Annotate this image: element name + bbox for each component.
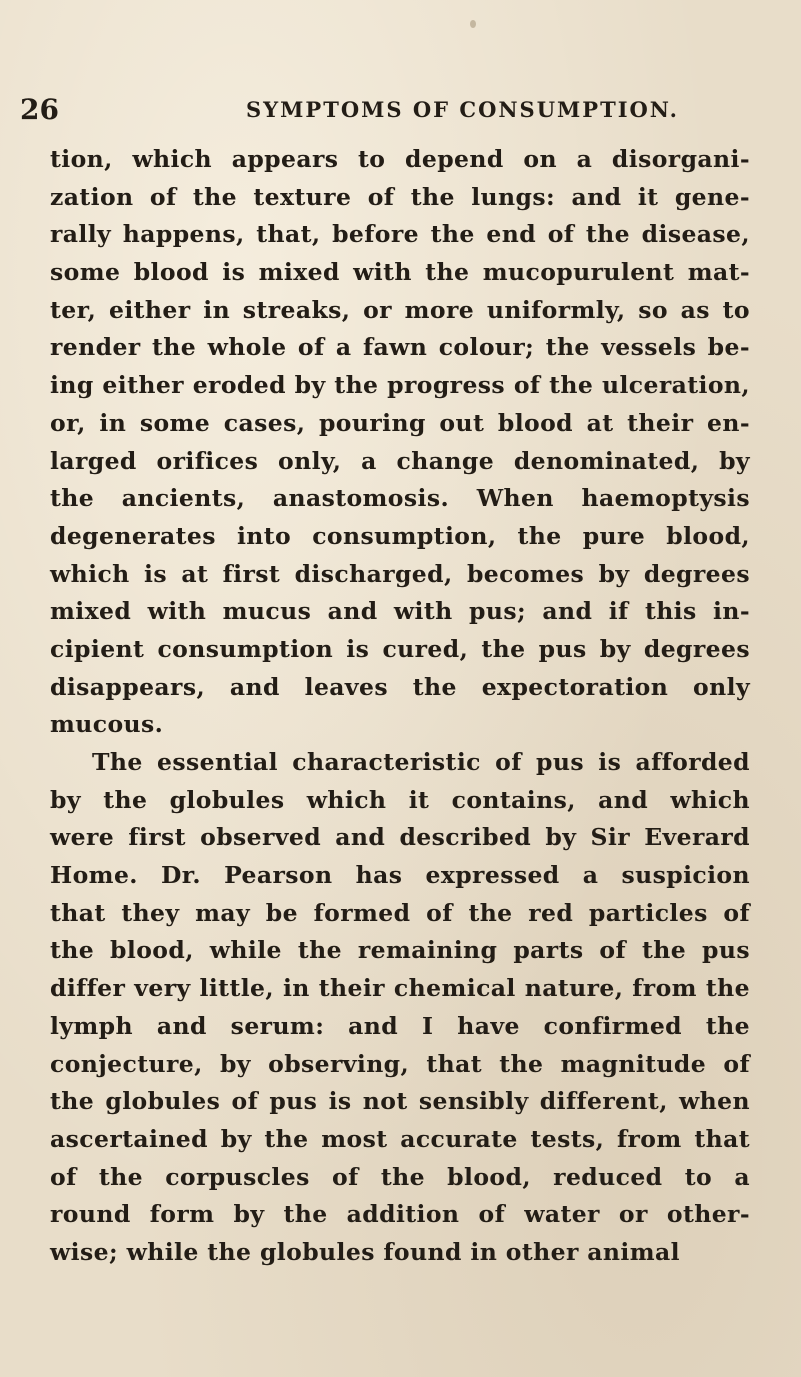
text-line: of the corpuscles of the blood, reduced to a bbox=[50, 1162, 750, 1191]
page-number: 26 bbox=[20, 93, 59, 126]
text-line: disappears, and leaves the expectoration only bbox=[50, 672, 750, 701]
text-line: ascertained by the most accurate tests, from that bbox=[50, 1124, 750, 1153]
text-line: the globules of pus is not sensibly different, when bbox=[50, 1087, 750, 1116]
text-line: The essential characteristic of pus is afforded bbox=[92, 748, 750, 776]
text-line: round form by the addition of water or other- bbox=[50, 1200, 750, 1229]
text-line: the blood, while the remaining parts of the pus bbox=[50, 936, 750, 965]
body-text bbox=[50, 141, 750, 1272]
paragraph-1 bbox=[50, 141, 750, 744]
text-line: ing either eroded by the progress of the ulceration, bbox=[50, 371, 750, 400]
text-line: ter, either in streaks, or more uniformly, so as to bbox=[50, 295, 750, 324]
text-line: that they may be formed of the red particles of bbox=[50, 898, 750, 927]
text-line: rally happens, that, before the end of the disease, bbox=[50, 220, 750, 249]
text-line: the ancients, anastomosis. When haemoptysis bbox=[50, 484, 750, 513]
text-line: or, in some cases, pouring out blood at their en- bbox=[50, 408, 750, 437]
text-line: degenerates into consumption, the pure blood, bbox=[50, 521, 750, 550]
text-line: by the globules which it contains, and which bbox=[50, 785, 750, 814]
text-line: zation of the texture of the lungs: and it gene- bbox=[50, 182, 750, 211]
running-header bbox=[20, 88, 740, 132]
text-line: differ very little, in their chemical nature, from the bbox=[50, 974, 750, 1003]
text-line: lymph and serum: and I have confirmed the bbox=[50, 1011, 750, 1040]
text-line: Home. Dr. Pearson has expressed a suspicion bbox=[50, 861, 750, 890]
running-title: SYMPTOMS OF CONSUMPTION. bbox=[246, 97, 679, 122]
text-line: wise; while the globules found in other animal bbox=[50, 1237, 680, 1266]
text-line: larged orifices only, a change denominated, by bbox=[50, 446, 750, 475]
text-line: render the whole of a fawn colour; the vessels be- bbox=[50, 333, 750, 362]
text-line: tion, which appears to depend on a disorgani- bbox=[50, 145, 750, 173]
text-line: mixed with mucus and with pus; and if this in- bbox=[50, 597, 750, 626]
text-line: were first observed and described by Sir Everard bbox=[50, 823, 750, 852]
text-line: which is at first discharged, becomes by degrees bbox=[50, 559, 750, 588]
text-line: cipient consumption is cured, the pus by degrees bbox=[50, 634, 750, 663]
text-line: conjecture, by observing, that the magnitude of bbox=[50, 1049, 750, 1078]
paragraph-2 bbox=[50, 744, 750, 1272]
text-line: mucous. bbox=[50, 710, 164, 739]
paper-speck bbox=[470, 20, 476, 28]
text-line: some blood is mixed with the mucopurulent mat- bbox=[50, 258, 750, 287]
